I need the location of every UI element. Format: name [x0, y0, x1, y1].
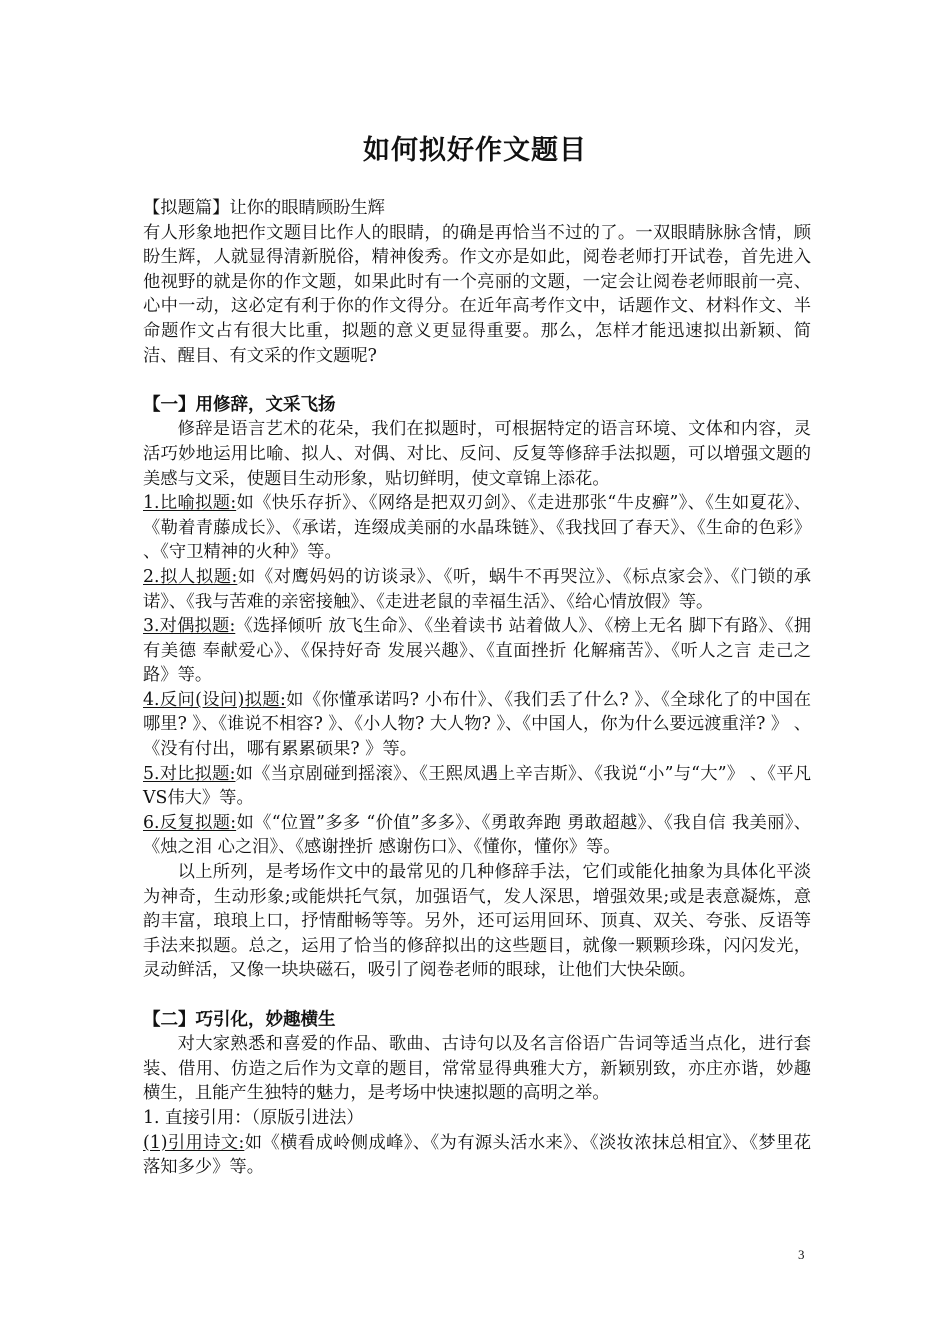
- item-text: 如《对鹰妈妈的访谈录》、《听，蜗牛不再哭泣》、《标点家会》、《门锁的承诺》、《我与苦难的亲密接触》、《走进老鼠的幸福生活》、《给心情放假》等。: [143, 566, 811, 612]
- list-item: [143, 688, 811, 762]
- item-label: 4.反问(设问)拟题:: [143, 689, 286, 710]
- section-heading: 【二】巧引化，妙趣横生: [143, 1009, 336, 1030]
- list-item: [143, 811, 811, 860]
- summary-paragraph: 以上所列，是考场作文中的最常见的几种修辞手法，它们或能化抽象为具体化平淡为神奇，生动形象;或能烘托气氛，加强语气，发人深思，增强效果;或是表意凝炼，意韵丰富，琅琅上口，抒情酣畅等等。另外，还可运用回环、顶真、双关、夸张、反语等手法来拟题。总之，运用了恰当的修辞拟出的这些题目，就像一颗颗珍珠，闪闪发光，灵动鲜活，又像一块块磁石，吸引了阅卷老师的眼球，让他们大快朵颐。: [143, 862, 811, 981]
- list-item: [143, 1131, 811, 1180]
- document-body: [143, 196, 811, 1180]
- list-item: [143, 491, 811, 565]
- item-label: 3.对偶拟题:: [143, 616, 236, 637]
- intro-heading: 【拟题篇】让你的眼睛顾盼生辉: [143, 198, 385, 218]
- item-label: 2.拟人拟题:: [143, 566, 238, 587]
- item-label: 1.比喻拟题:: [143, 493, 237, 514]
- list-item: [143, 614, 811, 688]
- subsection-heading: 1. 直接引用：（原版引进法）: [143, 1107, 364, 1128]
- section-paragraph: 修辞是语言艺术的花朵，我们在拟题时，可根据特定的语言环境、文体和内容，灵活巧妙地运用比喻、拟人、对偶、对比、反问、反复等修辞手法拟题，可以增强文题的美感与文采，使题目生动形象，贴切鲜明，使文章锦上添花。: [143, 419, 811, 489]
- section-heading: 【一】用修辞，文采飞扬: [143, 394, 336, 415]
- intro-paragraph: 有人形象地把作文题目比作人的眼睛，的确是再恰当不过的了。一双眼睛脉脉含情，顾盼生辉，人就显得清新脱俗，精神俊秀。作文亦是如此，阅卷老师打开试卷，首先进入他视野的就是你的作文题，如果此时有一个亮丽的文题，一定会让阅卷老师眼前一亮、心中一动，这必定有利于你的作文得分。在近年高考作文中，话题作文、材料作文、半命题作文占有很大比重，拟题的意义更显得重要。那么，怎样才能迅速拟出新颖、简洁、醒目、有文采的作文题呢?: [143, 222, 811, 366]
- item-text: 如《你懂承诺吗? 小布什》、《我们丢了什么? 》、《全球化了的中国在哪里? 》、《谁说不相容? 》、《小人物? 大人物? 》、《中国人，你为什么要远渡重洋? 》 、《没有付出，哪有累累硕果? 》等。: [143, 689, 811, 760]
- page-title: 如何拟好作文题目: [363, 135, 587, 166]
- item-text: 如《横看成岭侧成峰》、《为有源头活水来》、《淡妆浓抹总相宜》、《梦里花落知多少》等。: [143, 1132, 811, 1178]
- item-text: 如《快乐存折》、《网络是把双刃剑》、《走进那张“牛皮癣”》、《生如夏花》、《勒着青藤成长》、《承诺，连缀成美丽的水晶珠链》、《我找回了春天》、《生命的色彩》 、《守卫精神的火种》等。: [143, 493, 812, 563]
- item-label: (1)引用诗文:: [143, 1132, 245, 1153]
- item-label: 5.对比拟题:: [143, 763, 236, 784]
- list-item: [143, 565, 811, 614]
- item-text: 如《“位置”多多 “价值”多多》、《勇敢奔跑 勇敢超越》、《我自信 我美丽》、《烛之泪 心之泪》、《感谢挫折 感谢伤口》、《懂你，懂你》等。: [143, 812, 811, 858]
- list-item: [143, 762, 811, 811]
- item-text: 如《当京剧碰到摇滚》、《王熙凤遇上辛吉斯》、《我说“小”与“大”》 、《平凡VS伟大》等。: [143, 763, 812, 809]
- item-label: 6.反复拟题:: [143, 812, 237, 833]
- section-paragraph: 对大家熟悉和喜爱的作品、歌曲、古诗句以及名言俗语广告词等适当点化，进行套装、借用、仿造之后作为文章的题目，常常显得典雅大方，新颖别致，亦庄亦谐，妙趣横生，且能产生独特的魅力，是考场中快速拟题的高明之举。: [143, 1034, 811, 1104]
- page-number: 3: [798, 1247, 805, 1262]
- item-text: 《选择倾听 放飞生命》、《坐着读书 站着做人》、《榜上无名 脚下有路》、《拥有美德 奉献爱心》、《保持好奇 发展兴趣》、《直面挫折 化解痛苦》、《听人之言 走己之路》等。: [143, 616, 811, 686]
